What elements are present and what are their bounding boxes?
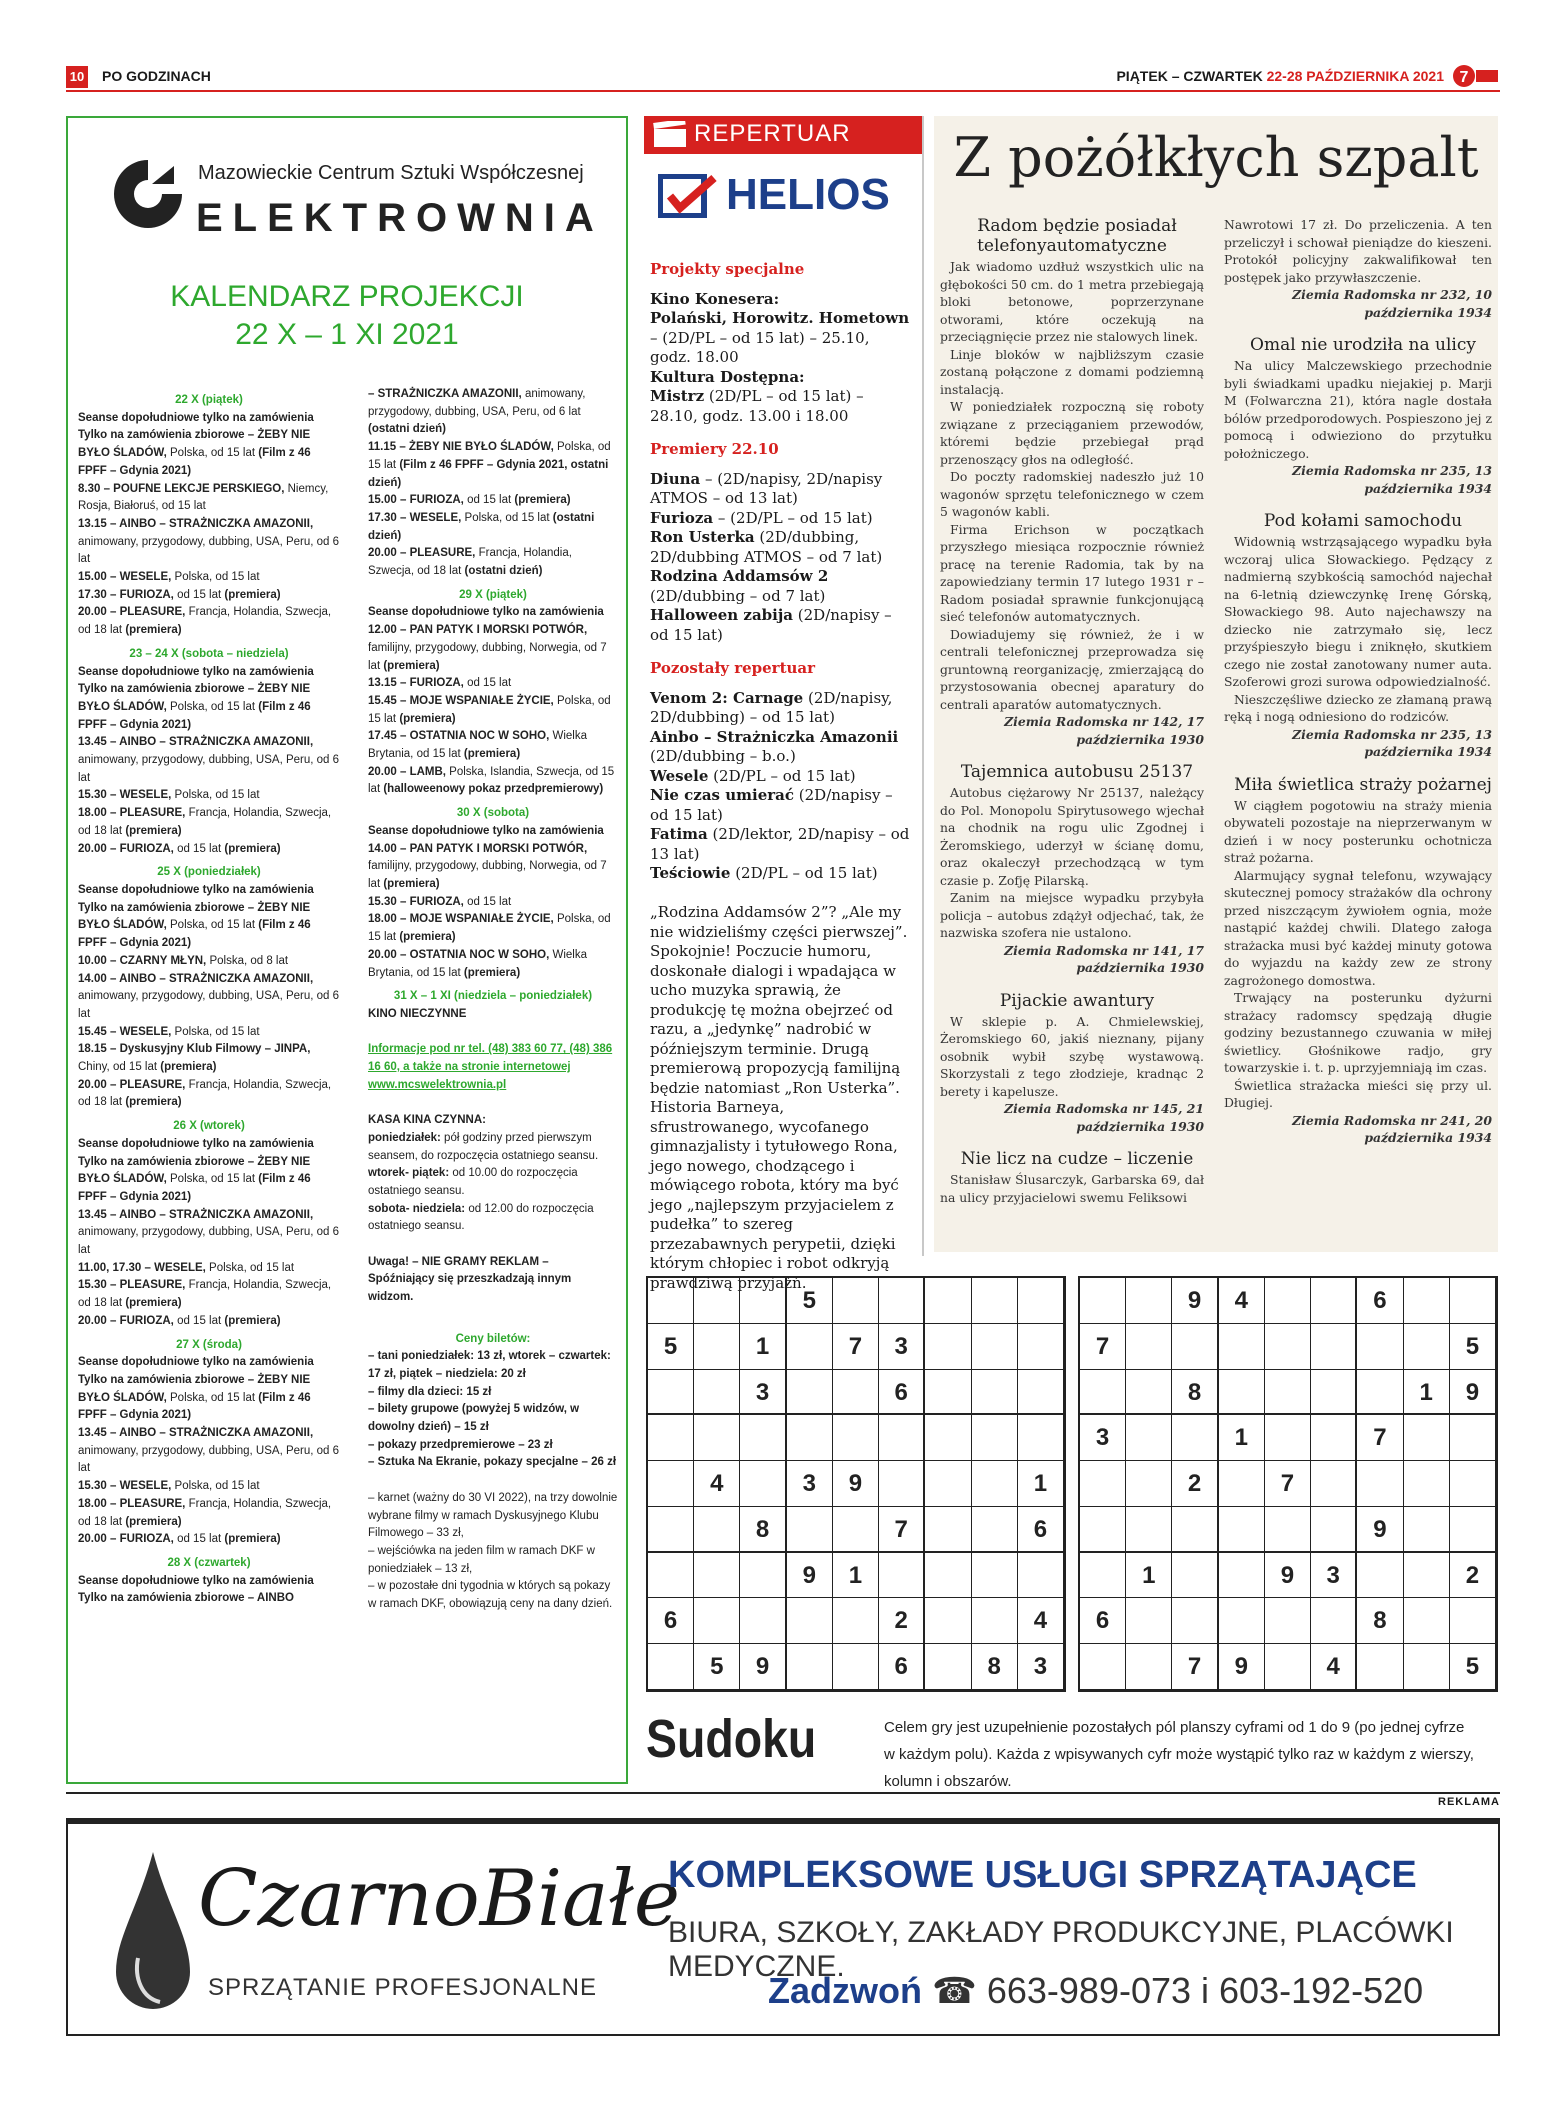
sudoku-cell	[648, 1553, 694, 1599]
sudoku-cell	[1126, 1598, 1172, 1644]
sudoku-cell: 8	[972, 1644, 1018, 1690]
calendar-range: 22 X – 1 XI 2021	[235, 318, 459, 351]
calendar-column-2: – STRAŻNICZKA AMAZONII, animowany, przygodowy, dubbing, USA, Peru, od 6 lat (ostatni dzień) 11.15 – ŻEBY NIE BYŁO ŚLADÓW, Polska, od 15 lat (Film z 46 FPFF – Gdynia 2021, ostatni dzień) 15.00 – FURIOZA, od 15 lat (premiera) 17.30 – WESELE, Polska, od 15 lat (ostatni dzień) 20.00 – PLEASURE, Francja, Holandia, Szwecja, od 18 lat (ostatni dzień) 29 X (piątek) Seanse dopołudniowe tylko na zamówienia 12.00 – PAN PATYK I MORSKI POTWÓR, familijny, przygodowy, dubbing, Norwegia, od 7 lat (premiera) 13.15 – FURIOZA, od 15 lat 15.45 – MOJE WSPANIAŁE ŻYCIE, Polska, od 15 lat (premiera) 17.45 – OSTATNIA NOC W SOHO, Wielka Brytania, od 15 lat (premiera) 20.00 – LAMB, Polska, Islandia, Szwecja, od 15 lat (halloweenowy pokaz przedpremierowy) 30 X (sobota) Seanse dopołudniowe tylko na zamówienia 14.00 – PAN PATYK I MORSKI POTWÓR, familijny, przygodowy, dubbing, Norwegia, od 7 lat (premiera) 15.30 – FURIOZA, od 15 lat 18.00 – MOJE WSPANIAŁE ŻYCIE, Polska, od 15 lat (premiera) 20.00 – OSTATNIA NOC W SOHO, Wielka Brytania, od 15 lat (premiera) 31 X – 1 XI (niedziela – poniedziałek) KINO NIECZYNNE Informacje pod nr tel. (48) 383 60 77, (48) 386 16 60, a także na stronie internetowej www.mcswelektrownia.pl KASA KINA CZYNNA: poniedziałek: pół godziny przed pierwszym seansem, do rozpoczęcia ostatniego seansu. wtorek- piątek: od 10.00 do rozpoczęcia ostatniego seansu. sobota- niedziela: od 12.00 do rozpoczęcia ostatniego seansu. Uwaga! – NIE GRAMY REKLAM – Spóźniający się przeszkadzają innym widzom. Ceny biletów: – tani poniedziałek: 13 zł, wtorek – czwartek: 17 zł, piątek – niedziela: 20 zł – filmy dla dzieci: 15 zł – bilety grupowe (powyżej 5 widzów, w dowolny dzień) – 15 zł – pokazy przedpremierowe – 23 zł – Sztuka Na Ekranie, pokazy specjalne – 26 zł – karnet (ważny do 30 VI 2022), na trzy dowolnie wybrane filmy w ramach Dyskusyjnego Klubu Filmowego – 33 zł, – wejściówka na jeden film w ramach DKF w poniedziałek – 13 zł, – w pozostałe dni tygodnia w których są pokazy w ramach DKF, obowiązują ceny na dany dzień.	[368, 388, 618, 1611]
sudoku-grid-1	[646, 1276, 1066, 1692]
sudoku-cell: 5	[1450, 1324, 1496, 1370]
sudoku-cell: 2	[879, 1598, 925, 1644]
sudoku-cell	[833, 1507, 879, 1553]
sudoku-cell	[740, 1415, 786, 1461]
sudoku-cell: 5	[648, 1324, 694, 1370]
sudoku-cell	[1265, 1278, 1311, 1324]
sudoku-cell	[879, 1553, 925, 1599]
sudoku-cell: 1	[740, 1324, 786, 1370]
sudoku-cell	[694, 1553, 740, 1599]
archive-box	[934, 116, 1498, 1252]
sudoku-cell	[1311, 1598, 1357, 1644]
sudoku-cell: 4	[1018, 1598, 1064, 1644]
sudoku-cell	[1311, 1461, 1357, 1507]
sudoku-cell	[1450, 1598, 1496, 1644]
sudoku-cell	[972, 1461, 1018, 1507]
sudoku-cell	[1311, 1507, 1357, 1553]
sudoku-cell	[1219, 1370, 1265, 1416]
sudoku-cell	[1311, 1415, 1357, 1461]
sudoku-cell: 3	[1080, 1415, 1126, 1461]
sudoku-cell	[1450, 1461, 1496, 1507]
archive-column-1: Radom będzie posiadał telefonyautomatyczne Jak wiadomo uzdłuż wszystkich ulic na głębokości 50 cm. do 1 metra przebiegają bloki betonowe, poprzerzynane otworami, które oczekują na przeciągnięcie przez nie stalowych linek. Linje bloków w najbliższym czasie zostaną połączone z domami podziemną instalacją. W poniedziałek rozpoczną się roboty związane z przeciąganiem przewodów, któremi będzie przebiegał prąd przenoszący głos na odległość. Do poczty radomskiej nadeszło już 10 wagonów sprzętu telefonicznego w czem 5 wagonów kabli. Firma Erichson w początkach przyszłego miesiąca rozpocznie również pracę na terenie Radomia, tak by na zapowiedziany termin 17 lutego 1931 r – Radom posiadał sprawnie funkcjonującą sieć telefonów automatycznych. Dowiadujemy się również, że i w centrali telefonicznej przeprowadza się gruntowną reorganizację, zmierzającą do przystosowania obecnej aparatury do centrali aparatów automatycznych. Ziemia Radomska nr 142, 17 października 1930 Tajemnica autobusu 25137 Autobus ciężarowy Nr 25137, należący do Pol. Monopolu Spirytusowego wjechał na chodnik na rogu ulic Zgodnej i Żeromskiego, uderzył w ścianę domu, oraz okaleczył przechodzącą w tym czasie p. Zofję Pilarską. Zanim na miejsce wypadku przybyła policja – autobus zdążył odjechać, tak, że nazwiska szofera nie ustalono. Ziemia Radomska nr 141, 17 października 1930 Pijackie awantury W sklepie p. A. Chmielewskiej, Żeromskiego 60, jakiś nieznany, pijany osobnik wybił szybę wystawową. Skorzystali z tego złodzieje, kradnąc 2 berety i kapelusze. Ziemia Radomska nr 145, 21 października 1930 Nie licz na cudze – liczenie Stanisław Ślusarczyk, Garbarska 69, dał na ulicy przyjacielowi swemu Feliksowi	[940, 216, 1204, 1205]
sudoku-cell: 4	[1311, 1644, 1357, 1690]
sudoku-cell	[879, 1461, 925, 1507]
sudoku-cell: 9	[740, 1644, 786, 1690]
section-name: PO GODZINACH	[102, 68, 211, 84]
sudoku-cell	[833, 1415, 879, 1461]
helios-logo	[656, 170, 916, 222]
sudoku-cell	[694, 1370, 740, 1416]
sudoku-cell	[1311, 1278, 1357, 1324]
sudoku-cell	[1126, 1461, 1172, 1507]
sudoku-grid-2	[1078, 1276, 1498, 1692]
sudoku-cell	[787, 1324, 833, 1370]
sudoku-cell	[1357, 1644, 1403, 1690]
sudoku-cell	[694, 1507, 740, 1553]
sudoku-cell	[1404, 1507, 1450, 1553]
sudoku-cell: 7	[879, 1507, 925, 1553]
ad-phones: 663-989-073 i 603-192-520	[986, 1970, 1424, 2011]
sudoku-cell: 7	[1265, 1461, 1311, 1507]
film-clapper-icon	[652, 121, 688, 149]
sudoku-cell	[1357, 1553, 1403, 1599]
sudoku-cell	[1265, 1370, 1311, 1416]
sudoku-cell	[1219, 1461, 1265, 1507]
sudoku-cell: 3	[879, 1324, 925, 1370]
sudoku-cell	[1404, 1278, 1450, 1324]
ad-headline: KOMPLEKSOWE USŁUGI SPRZĄTAJĄCE	[668, 1854, 1417, 1896]
sudoku-cell	[1172, 1415, 1218, 1461]
sudoku-cell	[879, 1415, 925, 1461]
sudoku-cell	[925, 1324, 971, 1370]
sudoku-cell	[694, 1278, 740, 1324]
sudoku-cell: 5	[787, 1278, 833, 1324]
repertuar-banner	[644, 116, 924, 154]
sudoku-cell	[1172, 1553, 1218, 1599]
sudoku-cell	[787, 1598, 833, 1644]
sudoku-cell	[694, 1415, 740, 1461]
sudoku-cell: 3	[740, 1370, 786, 1416]
repertuar-listing: Projekty specjalne Kino Konesera: Polański, Horowitz. Hometown – (2D/PL – od 15 lat) – 25.10, godz. 18.00 Kultura Dostępna: Mistrz (2D/PL – od 15 lat) – 28.10, godz. 13.00 i 18.00 Premiery 22.10 Diuna – (2D/napisy, 2D/napisy ATMOS – od 13 lat) Furioza – (2D/PL – od 15 lat) Ron Usterka (2D/dubbing, 2D/dubbing ATMOS – od 7 lat) Rodzina Addamsów 2 (2D/dubbing – od 7 lat) Halloween zabija (2D/napisy – od 15 lat) Pozostały repertuar Venom 2: Carnage (2D/napisy, 2D/dubbing) – od 15 lat) Ainbo – Strażniczka Amazonii (2D/dubbing – b.o.) Wesele (2D/PL – od 15 lat) Nie czas umierać (2D/napisy – od 15 lat) Fatima (2D/lektor, 2D/napisy – od 13 lat) Teściowie (2D/PL – od 15 lat) „Rodzina Addamsów 2”? „Ale my nie widzieliśmy części pierwszej”. Spokojnie! Poczucie humoru, doskonałe dialogi i wpadająca w ucho muzyka sprawią, że produkcję tę można obejrzeć od razu, a „jedynkę” nadrobić w późniejszym terminie. Drugą premierową propozycją familijną będzie natomiast „Ron Usterka”. Historia Barneya, sfrustrowanego, wycofanego gimnazjalisty i tytułowego Rona, jego nowego, chodzącego i mówiącego robota, który ma być jego „najlepszym przyjacielem z pudełka” to szereg przezabawnych perypetii, dzięki którym chłopiec i robot odkryją prawdziwą przyjaźń.	[650, 260, 910, 1292]
ad-label: REKLAMA	[66, 1792, 1500, 1808]
sudoku-cell	[1219, 1324, 1265, 1370]
sudoku-cell	[925, 1415, 971, 1461]
sudoku-cell	[972, 1553, 1018, 1599]
helios-brand: HELIOS	[726, 170, 890, 219]
sudoku-cell	[1450, 1278, 1496, 1324]
sudoku-cell: 8	[740, 1507, 786, 1553]
sudoku-cell: 6	[1018, 1507, 1064, 1553]
sudoku-cell	[1219, 1553, 1265, 1599]
sudoku-cell	[925, 1644, 971, 1690]
sudoku-cell	[1404, 1415, 1450, 1461]
sudoku-cell	[1172, 1598, 1218, 1644]
calendar-title: KALENDARZ PROJEKCJI	[170, 280, 524, 313]
sudoku-cell	[1080, 1278, 1126, 1324]
sudoku-cell: 3	[1018, 1644, 1064, 1690]
sudoku-cell	[972, 1507, 1018, 1553]
sudoku-cell	[648, 1507, 694, 1553]
ad-call-label: Zadzwoń	[768, 1970, 922, 2011]
sudoku-cell	[925, 1598, 971, 1644]
institution-brand: ELEKTROWNIA	[196, 196, 604, 240]
sudoku-cell	[1219, 1598, 1265, 1644]
sudoku-cell: 6	[879, 1644, 925, 1690]
sudoku-cell	[925, 1278, 971, 1324]
sudoku-cell	[648, 1278, 694, 1324]
sudoku-cell	[1404, 1598, 1450, 1644]
sudoku-cell	[925, 1370, 971, 1416]
sudoku-cell	[740, 1598, 786, 1644]
archive-title: Z pożółkłych szpalt	[953, 126, 1479, 189]
sudoku-cell	[648, 1415, 694, 1461]
sudoku-cell: 8	[1357, 1598, 1403, 1644]
sudoku-cell	[1311, 1324, 1357, 1370]
archive-column-2: Nawrotowi 17 zł. Do przeliczenia. A ten przeliczył i schował pieniądze do kieszeni. Protokół policyjny zakwalifikował ten postępek jako przywłaszczenie. Ziemia Radomska nr 232, 10 października 1934 Omal nie urodziła na ulicy Na ulicy Malczewskiego przechodnie byli świadkami upadku niejakiej p. Marji M (Folwarczna 21), która nagle dostała bólów przedporodowych. Pospieszono jej z pomocą i odwieziono do przytułku położniczego. Ziemia Radomska nr 235, 13 października 1934 Pod kołami samochodu Widownią wstrząsającego wypadku była wczoraj ulica Słowackiego. Pędzący z nadmierną szybkością samochód najechał na 6-letnią dziewczynkę Irenę Górską, Słowackiego 98. Auto najechawszy na dziecko nie zatrzymało się, lecz przyśpieszyło biegu i zniknęło, skutkiem czego nie został zanotowany numer auta. Szoferowi grozi surowa odpowiedzialność. Nieszczęśliwe dziecko ze złamaną prawą ręką i nogą odniesiono do rodziców. Ziemia Radomska nr 235, 13 października 1934 Miła świetlica straży pożarnej W ciągłem pogotowiu na straży mienia obywateli pozostaje na nieprzerwanym w dzień i w nocy posterunku ochotnicza straż pożarna. Alarmujący sygnał telefonu, wzywający skutecznej pomocy strażaków dla ochrony przed niszczącym żywiołem ognia, może nastąpić każdej chwili. Dlatego załoga strażacka musi być każdej minuty gotowa do wyjazdu na każdy zew ze strony zagrożonego domostwa. Trwający na posterunku dyżurni strażacy radomscy spędzają długie godziny bezustannego czuwania w miłej świetlicy. Głośnikowe radjo, gry towarzyskie i. t. p. uprzyjemniają im czas. Świetlica strażacka mieści się przy ul. Długiej. Ziemia Radomska nr 241, 20 października 1934	[1224, 217, 1492, 1145]
ad-brand: CzarnoBiałe	[198, 1854, 680, 1944]
sudoku-cell: 9	[787, 1553, 833, 1599]
sudoku-cell	[1080, 1507, 1126, 1553]
sudoku-cell	[1126, 1278, 1172, 1324]
sudoku-cell: 4	[694, 1461, 740, 1507]
sudoku-cell	[1018, 1553, 1064, 1599]
sudoku-cell: 9	[1219, 1644, 1265, 1690]
sudoku-cell	[740, 1278, 786, 1324]
sudoku-cell: 1	[1404, 1370, 1450, 1416]
sudoku-cell	[787, 1370, 833, 1416]
helios-check-icon	[658, 174, 718, 218]
sudoku-cell: 2	[1450, 1553, 1496, 1599]
sudoku-cell	[1018, 1415, 1064, 1461]
column-divider	[922, 116, 924, 1256]
sudoku-cell	[787, 1644, 833, 1690]
sudoku-cell	[833, 1644, 879, 1690]
repertuar-label: REPERTUAR	[694, 120, 851, 147]
sudoku-cell: 2	[1172, 1461, 1218, 1507]
sudoku-cell	[972, 1278, 1018, 1324]
sudoku-cell	[1404, 1324, 1450, 1370]
sudoku-cell	[1018, 1324, 1064, 1370]
sudoku-cell	[1172, 1507, 1218, 1553]
sudoku-cell: 9	[1450, 1370, 1496, 1416]
sudoku-cell: 7	[833, 1324, 879, 1370]
sudoku-cell	[1126, 1644, 1172, 1690]
sudoku-cell	[1404, 1644, 1450, 1690]
issue-date: PIĄTEK – CZWARTEK 22-28 PAŹDZIERNIKA 2021	[1116, 68, 1444, 84]
sudoku-cell	[1080, 1644, 1126, 1690]
sudoku-cell	[1357, 1324, 1403, 1370]
sudoku-cell: 3	[787, 1461, 833, 1507]
sudoku-cell	[1311, 1370, 1357, 1416]
elektrownia-logo-icon	[108, 154, 188, 234]
sudoku-cell: 9	[1172, 1278, 1218, 1324]
sudoku-cell	[694, 1598, 740, 1644]
sudoku-cell	[1126, 1507, 1172, 1553]
sudoku-cell	[648, 1644, 694, 1690]
ad-tagline: SPRZĄTANIE PROFESJONALNE	[208, 1974, 597, 2001]
sudoku-cell	[1172, 1324, 1218, 1370]
sudoku-cell	[1080, 1553, 1126, 1599]
mcsw-cinema-calendar	[66, 116, 628, 1784]
cleaning-advertisement	[66, 1818, 1500, 2036]
newspaper-logo-icon	[1452, 64, 1500, 88]
sudoku-cell	[833, 1278, 879, 1324]
ad-contact	[768, 1970, 1423, 2012]
sudoku-cell: 7	[1172, 1644, 1218, 1690]
sudoku-cell: 1	[1018, 1461, 1064, 1507]
sudoku-cell: 1	[833, 1553, 879, 1599]
sudoku-cell	[1265, 1324, 1311, 1370]
sudoku-cell	[925, 1507, 971, 1553]
sudoku-cell	[1018, 1278, 1064, 1324]
sudoku-cell: 9	[833, 1461, 879, 1507]
sudoku-cell	[648, 1370, 694, 1416]
sudoku-cell	[879, 1278, 925, 1324]
sudoku-cell: 6	[879, 1370, 925, 1416]
sudoku-cell: 6	[1357, 1278, 1403, 1324]
sudoku-cell	[1080, 1461, 1126, 1507]
sudoku-cell	[1404, 1553, 1450, 1599]
sudoku-cell	[1219, 1507, 1265, 1553]
sudoku-cell	[1265, 1598, 1311, 1644]
sudoku-cell	[925, 1553, 971, 1599]
sudoku-cell	[648, 1461, 694, 1507]
sudoku-cell	[1126, 1370, 1172, 1416]
sudoku-cell	[1126, 1324, 1172, 1370]
sudoku-cell	[1404, 1461, 1450, 1507]
sudoku-cell	[1357, 1461, 1403, 1507]
sudoku-cell: 9	[1265, 1553, 1311, 1599]
ad-services: BIURA, SZKOŁY, ZAKŁADY PRODUKCYJNE, PLACÓWKI MEDYCZNE.	[668, 1916, 1454, 1983]
sudoku-title: Sudoku	[646, 1709, 817, 1769]
sudoku-cell: 9	[1357, 1507, 1403, 1553]
sudoku-cell: 7	[1357, 1415, 1403, 1461]
sudoku-cell	[1126, 1415, 1172, 1461]
sudoku-cell: 7	[1080, 1324, 1126, 1370]
sudoku-cell	[694, 1324, 740, 1370]
sudoku-cell	[972, 1415, 1018, 1461]
institution-name: Mazowieckie Centrum Sztuki Współczesnej	[198, 162, 584, 184]
sudoku-cell	[787, 1415, 833, 1461]
sudoku-cell	[972, 1598, 1018, 1644]
calendar-column-1: 22 X (piątek) Seanse dopołudniowe tylko na zamówienia Tylko na zamówienia zbiorowe – ŻEBY NIE BYŁO ŚLADÓW, Polska, od 15 lat (Film z 46 FPFF – Gdynia 2021) 8.30 – POUFNE LEKCJE PERSKIEGO, Niemcy, Rosja, Białoruś, od 15 lat 13.15 – AINBO – STRAŻNICZKA AMAZONII, animowany, przygodowy, dubbing, USA, Peru, od 6 lat 15.00 – WESELE, Polska, od 15 lat 17.30 – FURIOZA, od 15 lat (premiera) 20.00 – PLEASURE, Francja, Holandia, Szwecja, od 18 lat (premiera) 23 – 24 X (sobota – niedziela) Seanse dopołudniowe tylko na zamówienia Tylko na zamówienia zbiorowe – ŻEBY NIE BYŁO ŚLADÓW, Polska, od 15 lat (Film z 46 FPFF – Gdynia 2021) 13.45 – AINBO – STRAŻNICZKA AMAZONII, animowany, przygodowy, dubbing, USA, Peru, od 6 lat 15.30 – WESELE, Polska, od 15 lat 18.00 – PLEASURE, Francja, Holandia, Szwecja, od 18 lat (premiera) 20.00 – FURIOZA, od 15 lat (premiera) 25 X (poniedziałek) Seanse dopołudniowe tylko na zamówienia Tylko na zamówienia zbiorowe – ŻEBY NIE BYŁO ŚLADÓW, Polska, od 15 lat (Film z 46 FPFF – Gdynia 2021) 10.00 – CZARNY MŁYN, Polska, od 8 lat 14.00 – AINBO – STRAŻNICZKA AMAZONII, animowany, przygodowy, dubbing, USA, Peru, od 6 lat 15.45 – WESELE, Polska, od 15 lat 18.15 – Dyskusyjny Klub Filmowy – JINPA, Chiny, od 15 lat (premiera) 20.00 – PLEASURE, Francja, Holandia, Szwecja, od 18 lat (premiera) 26 X (wtorek) Seanse dopołudniowe tylko na zamówienia Tylko na zamówienia zbiorowe – ŻEBY NIE BYŁO ŚLADÓW, Polska, od 15 lat (Film z 46 FPFF – Gdynia 2021) 13.45 – AINBO – STRAŻNICZKA AMAZONII, animowany, przygodowy, dubbing, USA, Peru, od 6 lat 11.00, 17.30 – WESELE, Polska, od 15 lat 15.30 – PLEASURE, Francja, Holandia, Szwecja, od 18 lat (premiera) 20.00 – FURIOZA, od 15 lat (premiera) 27 X (środa) Seanse dopołudniowe tylko na zamówienia Tylko na zamówienia zbiorowe – ŻEBY NIE BYŁO ŚLADÓW, Polska, od 15 lat (Film z 46 FPFF – Gdynia 2021) 13.45 – AINBO – STRAŻNICZKA AMAZONII, animowany, przygodowy, dubbing, USA, Peru, od 6 lat 15.30 – WESELE, Polska, od 15 lat 18.00 – PLEASURE, Francja, Holandia, Szwecja, od 18 lat (premiera) 20.00 – FURIOZA, od 15 lat (premiera) 28 X (czwartek) Seanse dopołudniowe tylko na zamówienia Tylko na zamówienia zbiorowe – AINBO	[78, 394, 340, 1605]
sudoku-cell: 6	[648, 1598, 694, 1644]
sudoku-cell: 6	[1080, 1598, 1126, 1644]
water-drop-icon	[108, 1848, 198, 2018]
sudoku-cell	[740, 1553, 786, 1599]
sudoku-cell	[1450, 1507, 1496, 1553]
sudoku-cell	[1357, 1370, 1403, 1416]
sudoku-cell: 4	[1219, 1278, 1265, 1324]
sudoku-instructions: Celem gry jest uzupełnienie pozostałych pól planszy cyframi od 1 do 9 (po jednej cyfrze w każdym polu). Każda z wpisywanych cyfr może wystąpić tylko raz w każdym z wierszy, kolumn i obszarów.	[884, 1719, 1474, 1790]
sudoku-cell	[972, 1324, 1018, 1370]
sudoku-cell	[740, 1461, 786, 1507]
phone-icon: ☎	[932, 1970, 977, 2011]
page-header	[66, 62, 1500, 92]
sudoku-cell	[833, 1598, 879, 1644]
sudoku-cell	[925, 1461, 971, 1507]
sudoku-cell	[972, 1370, 1018, 1416]
sudoku-cell: 5	[694, 1644, 740, 1690]
sudoku-cell	[1265, 1644, 1311, 1690]
sudoku-cell	[1265, 1507, 1311, 1553]
svg-text:7: 7	[1459, 69, 1469, 86]
page-number: 10	[66, 66, 88, 88]
sudoku-cell	[787, 1507, 833, 1553]
sudoku-cell	[1080, 1370, 1126, 1416]
sudoku-cell	[1018, 1370, 1064, 1416]
sudoku-cell: 3	[1311, 1553, 1357, 1599]
sudoku-cell: 8	[1172, 1370, 1218, 1416]
sudoku-cell	[833, 1370, 879, 1416]
sudoku-cell	[1265, 1415, 1311, 1461]
sudoku-cell: 5	[1450, 1644, 1496, 1690]
sudoku-cell: 1	[1126, 1553, 1172, 1599]
sudoku-cell	[1450, 1415, 1496, 1461]
sudoku-cell: 1	[1219, 1415, 1265, 1461]
